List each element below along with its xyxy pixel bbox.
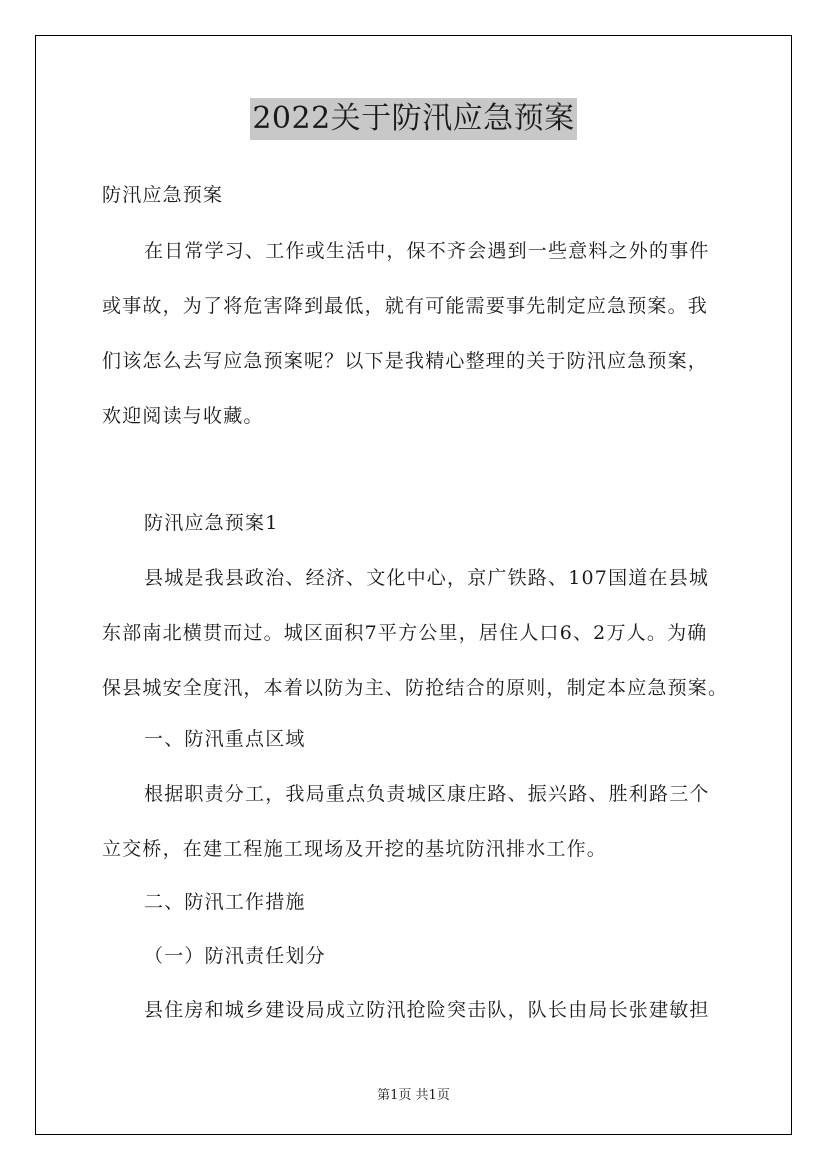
section-heading: 防汛应急预案1 (144, 512, 279, 534)
paragraph-line: 根据职责分工，我局重点负责城区康庄路、振兴路、胜利路三个 (144, 783, 710, 805)
paragraph-line: 县城是我县政治、经济、文化中心，京广铁路、107国道在县城 (144, 567, 710, 589)
paragraph-line: 东部南北横贯而过。城区面积7平方公里，居住人口6、2万人。为确 (102, 622, 708, 644)
paragraph-line: 保县城安全度汛，本着以防为主、防抢结合的原则，制定本应急预案。 (102, 677, 729, 699)
subsection-heading: （一）防汛责任划分 (144, 945, 326, 967)
paragraph-line: 们该怎么去写应急预案呢？以下是我精心整理的关于防汛应急预案， (102, 350, 709, 372)
subtitle: 防汛应急预案 (102, 184, 224, 206)
paragraph-line: 县住房和城乡建设局成立防汛抢险突击队，队长由局长张建敏担 (144, 999, 710, 1021)
paragraph-line: 立交桥，在建工程施工现场及开挖的基坑防汛排水工作。 (102, 838, 608, 860)
section-heading: 一、防汛重点区域 (144, 728, 306, 750)
title-container (0, 98, 827, 140)
paragraph-line: 在日常学习、工作或生活中，保不齐会遇到一些意料之外的事件 (144, 240, 710, 262)
document-title: 2022关于防汛应急预案 (250, 98, 576, 140)
paragraph-line: 欢迎阅读与收藏。 (102, 405, 264, 427)
section-heading: 二、防汛工作措施 (144, 891, 306, 913)
page-footer: 第1页 共1页 (377, 1088, 450, 1103)
paragraph-line: 或事故，为了将危害降到最低，就有可能需要事先制定应急预案。我 (102, 295, 709, 317)
